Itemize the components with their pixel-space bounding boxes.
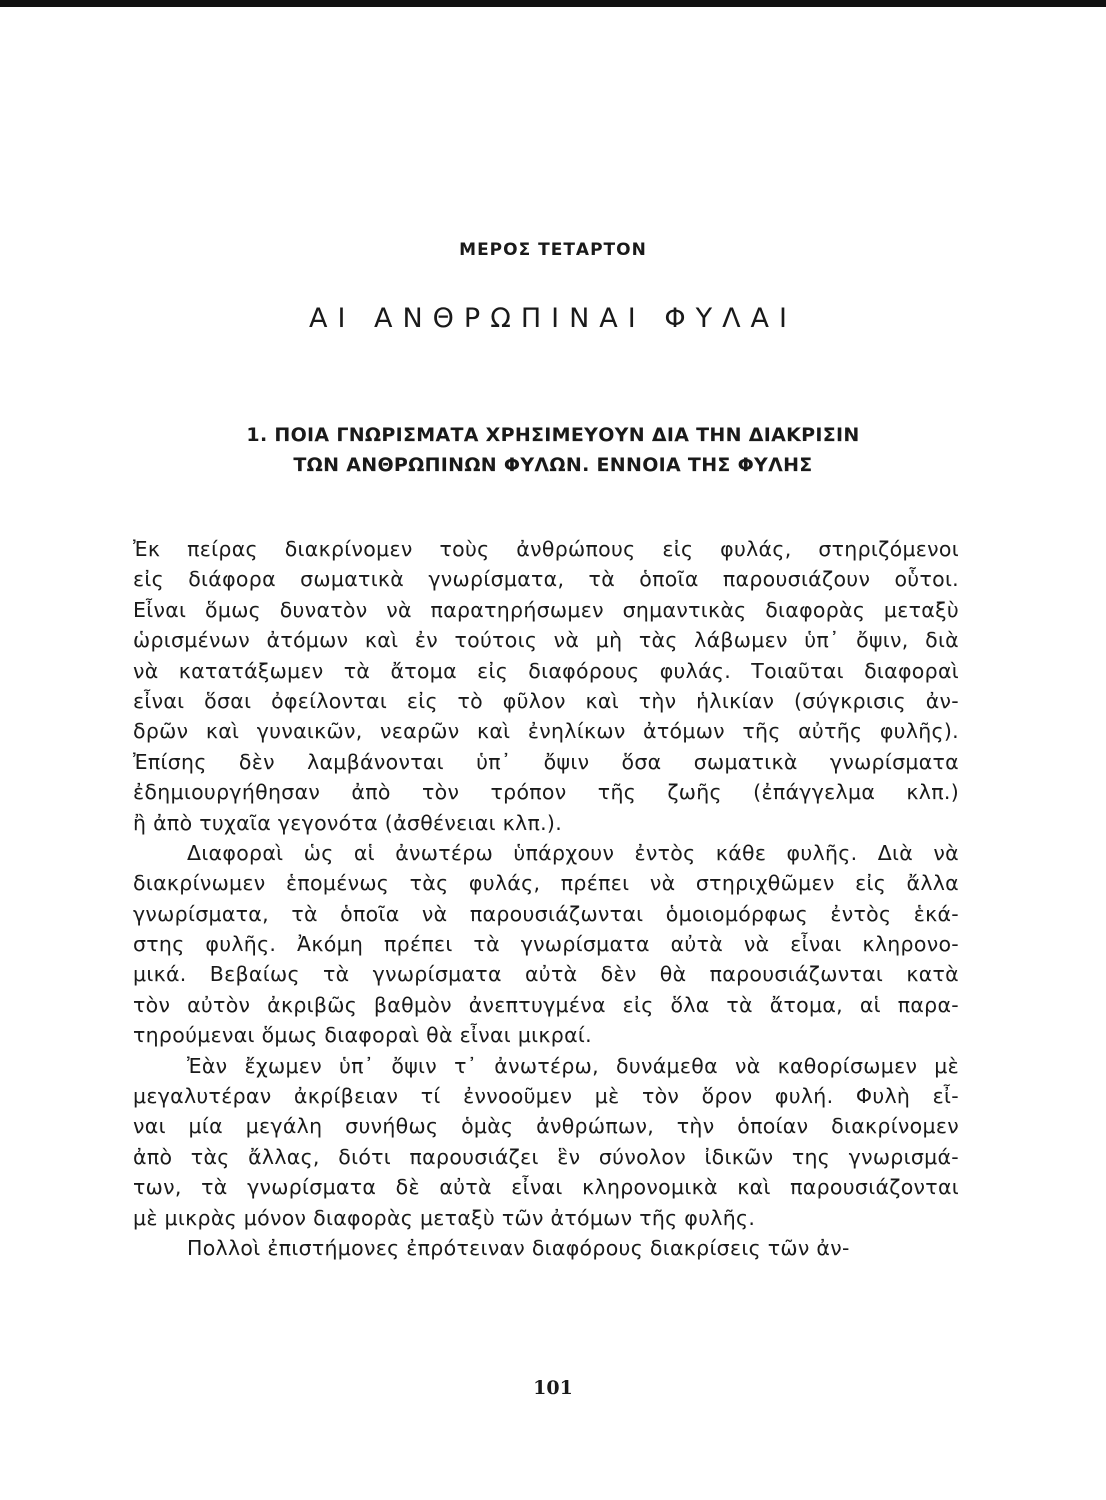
paragraph-line: μεγαλυτέραν ἀκρίβειαν τί ἐννοοῦμεν μὲ τὸν ὅρον φυλή. Φυλὴ εἶ- [133, 1084, 959, 1109]
paragraph-line: ἐδημιουργήθησαν ἀπὸ τὸν τρόπον τῆς ζωῆς (ἐπάγγελμα κλπ.) [133, 780, 959, 805]
paragraph-line: Ἐκ πείρας διακρίνομεν τοὺς ἀνθρώπους εἰς φυλάς, στηριζόμενοι [133, 537, 959, 561]
paragraph-line: μικά. Βεβαίως τὰ γνωρίσματα αὐτὰ δὲν θὰ παρουσιάζωνται κατὰ [133, 962, 959, 987]
section-heading [0, 420, 1106, 480]
scan-border-top [0, 0, 1106, 7]
paragraph-line: ἀπὸ τὰς ἄλλας, διότι παρουσιάζει ἓν σύνολον ἰδικῶν της γνωρισμά- [133, 1144, 959, 1169]
paragraph-line: ὡρισμένων ἀτόμων καὶ ἐν τούτοις νὰ μὴ τὰς λάβωμεν ὑπ᾽ ὄψιν, διὰ [133, 628, 959, 653]
page-number: 101 [533, 1377, 573, 1399]
paragraph-line: δρῶν καὶ γυναικῶν, νεαρῶν καὶ ἐνηλίκων ἀτόμων τῆς αὐτῆς φυλῆς). [133, 719, 959, 744]
paragraph [133, 1051, 959, 1233]
paragraph-line: τὸν αὐτὸν ἀκριβῶς βαθμὸν ἀνεπτυγμένα εἰς ὅλα τὰ ἄτομα, αἱ παρα- [133, 992, 959, 1017]
paragraph-line: Ἐπίσης δὲν λαμβάνονται ὑπ᾽ ὄψιν ὅσα σωματικὰ γνωρίσματα [133, 749, 959, 774]
section-heading-line-2: ΤΩΝ ΑΝΘΡΩΠΙΝΩΝ ΦΥΛΩΝ. ΕΝΝΟΙΑ ΤΗΣ ΦΥΛΗΣ [293, 454, 813, 476]
paragraph-line: των, τὰ γνωρίσματα δὲ αὐτὰ εἶναι κληρονομικὰ καὶ παρουσιάζονται [133, 1175, 959, 1200]
paragraph-line: γνωρίσματα, τὰ ὁποῖα νὰ παρουσιάζωνται ὁμοιομόρφως ἐντὸς ἑκά- [133, 901, 959, 926]
paragraph [133, 838, 959, 1051]
paragraph-line: ἢ ἀπὸ τυχαῖα γεγονότα (ἀσθένειαι κλπ.). [133, 810, 563, 835]
paragraph [133, 1233, 959, 1263]
paragraph-line: Εἶναι ὅμως δυνατὸν νὰ παρατηρήσωμεν σημαντικὰς διαφορὰς μεταξὺ [133, 597, 959, 622]
part-heading: ΜΕΡΟΣ ΤΕΤΑΡΤΟΝ [459, 240, 647, 260]
section-heading-line-1: 1. ΠΟΙΑ ΓΝΩΡΙΣΜΑΤΑ ΧΡΗΣΙΜΕΥΟΥΝ ΔΙΑ ΤΗΝ ΔΙΑΚΡΙΣΙΝ [246, 424, 860, 446]
paragraph-line: Ἐὰν ἔχωμεν ὑπ᾽ ὄψιν τ᾽ ἀνωτέρω, δυνάμεθα νὰ καθορίσωμεν μὲ [187, 1053, 959, 1078]
paragraph-line: Πολλοὶ ἐπιστήμονες ἐπρότειναν διαφόρους διακρίσεις τῶν ἀν- [187, 1235, 850, 1260]
chapter-title: ΑΙ ΑΝΘΡΩΠΙΝΑΙ ΦΥΛΑΙ [309, 303, 797, 334]
paragraph-line: νὰ κατατάξωμεν τὰ ἄτομα εἰς διαφόρους φυλάς. Τοιαῦται διαφοραὶ [133, 658, 959, 683]
paragraph-line: ναι μία μεγάλη συνήθως ὁμὰς ἀνθρώπων, τὴν ὁποίαν διακρίνομεν [133, 1114, 959, 1139]
body-text [133, 534, 959, 1263]
paragraph-line: στης φυλῆς. Ἀκόμη πρέπει τὰ γνωρίσματα αὐτὰ νὰ εἶναι κληρονο- [133, 932, 959, 957]
paragraph-line: τηρούμεναι ὅμως διαφοραὶ θὰ εἶναι μικραί. [133, 1023, 592, 1048]
paragraph-line: εἶναι ὅσαι ὀφείλονται εἰς τὸ φῦλον καὶ τὴν ἡλικίαν (σύγκρισις ἀν- [133, 688, 959, 713]
paragraph-line: μὲ μικρὰς μόνον διαφορὰς μεταξὺ τῶν ἀτόμων τῆς φυλῆς. [133, 1205, 756, 1230]
paragraph-line: Διαφοραὶ ὡς αἱ ἀνωτέρω ὑπάρχουν ἐντὸς κάθε φυλῆς. Διὰ νὰ [187, 840, 959, 865]
paragraph-line: εἰς διάφορα σωματικὰ γνωρίσματα, τὰ ὁποῖα παρουσιάζουν οὗτοι. [133, 567, 959, 592]
paragraph-line: διακρίνωμεν ἑπομένως τὰς φυλάς, πρέπει νὰ στηριχθῶμεν εἰς ἄλλα [133, 871, 959, 896]
paragraph [133, 534, 959, 838]
